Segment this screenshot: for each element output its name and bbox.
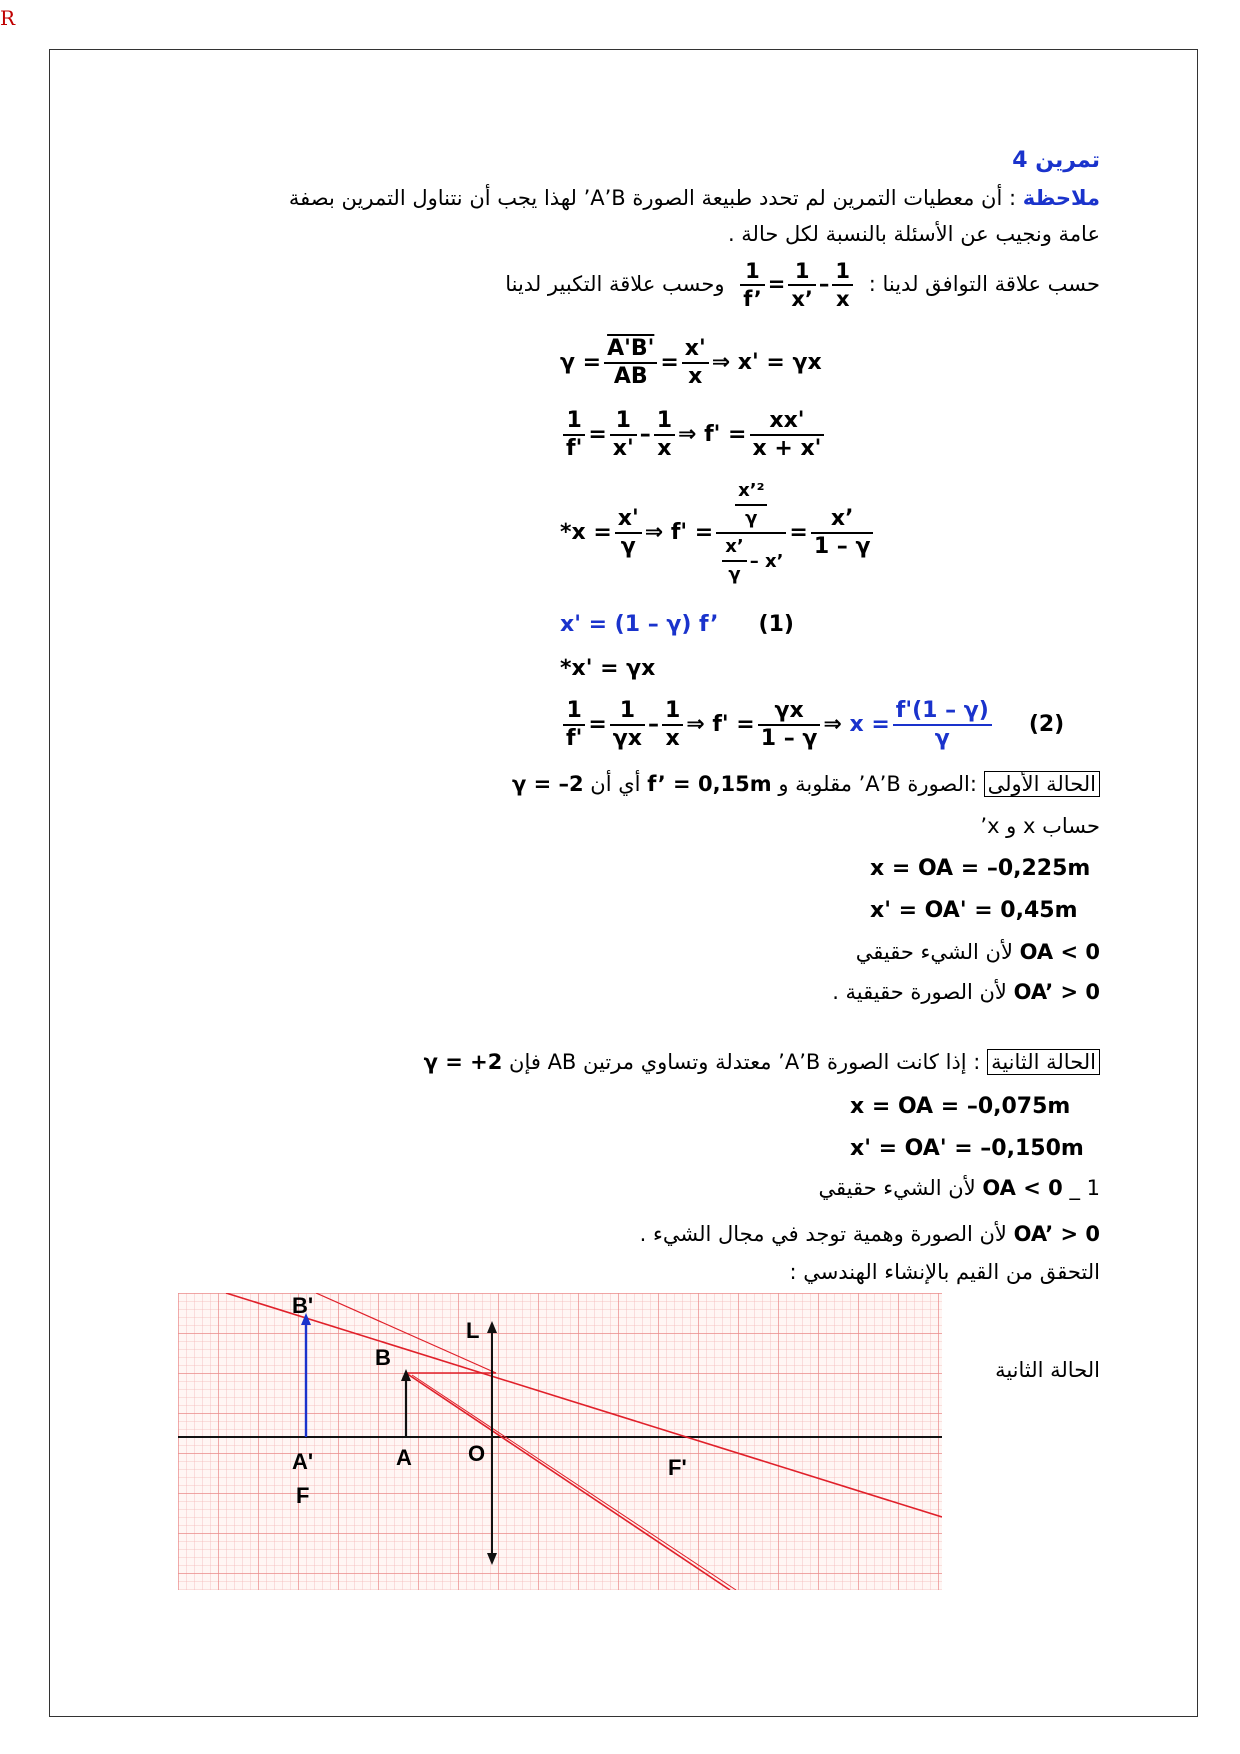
case2-xp: x' = OA' = –0,150m bbox=[850, 1136, 1084, 1161]
conjugation-before: حسب علاقة التوافق لدينا : bbox=[868, 272, 1100, 296]
case2-cond1: 1 _ OA < 0 لأن الشيء حقيقي bbox=[818, 1176, 1100, 1200]
note-text-1: : أن معطيات التمرين لم تحدد طبيعة الصورة A’B’ لهذا يجب أن نتناول التمرين بصفة bbox=[288, 186, 1023, 210]
note-line-2: عامة ونجيب عن الأسئلة بالنسبة لكل حالة . bbox=[727, 222, 1100, 246]
label-b-prime: B' bbox=[292, 1293, 314, 1318]
case1-line: الحالة الأولى :الصورة A’B’ مقلوبة و f’ = 0,15m أي أن γ = –2 bbox=[512, 772, 1100, 796]
case1-label: الحالة الأولى bbox=[984, 771, 1100, 797]
eq-f-from-gamma: *x = $\frac{x'}{\gamma}$ ⇒ f' = $\frac{\text{x’²}}{\gamma}$ $\frac{x’}{\gamma}$ – x’ = $\frac{x’}{1 - \gamma}$ bbox=[560, 478, 876, 588]
case2-x: x = OA = –0,075m bbox=[850, 1094, 1071, 1119]
optics-figure bbox=[178, 1293, 942, 1590]
eq-star-xp: *x' = γx bbox=[560, 656, 656, 681]
case1-cond1: OA < 0 لأن الشيء حقيقي bbox=[855, 940, 1100, 964]
case1-cond2: OA’ > 0 لأن الصورة حقيقية . bbox=[832, 980, 1100, 1004]
corner-mark: R bbox=[0, 6, 16, 30]
conjugation-formula: $\frac{1}{f’}$ = $\frac{1}{x’}$ – $\frac{1}{x}$ bbox=[737, 258, 856, 312]
exercise-title: تمرين 4 bbox=[1012, 148, 1100, 173]
case1-x: x = OA = –0,225m bbox=[870, 856, 1091, 881]
eq-2: $\frac{1}{f'}$ = $\frac{1}{\gamma x}$ – $\frac{1}{x}$ ⇒ f' = $\frac{\gamma x}{1 - \gamma}$ ⇒ x = $\frac{f'(1 - \gamma)}{\gamma}$ (2) bbox=[560, 698, 1064, 752]
note-label: ملاحظة bbox=[1022, 186, 1100, 210]
eq-conjugation-f: $\frac{1}{f'}$ = $\frac{1}{x'}$ – $\frac{1}{x}$ ⇒ f' = $\frac{xx'}{x + x'}$ bbox=[560, 408, 827, 462]
figure-caption: الحالة الثانية bbox=[995, 1358, 1100, 1382]
case2-cond2: OA’ > 0 لأن الصورة وهمية توجد في مجال الشيء . bbox=[639, 1222, 1100, 1246]
eq-1: x' = (1 – γ) f’ (1) bbox=[560, 612, 794, 637]
case2-verify: التحقق من القيم بالإنشاء الهندسي : bbox=[789, 1260, 1100, 1284]
label-f-prime: F' bbox=[668, 1455, 687, 1480]
eq-magnification: γ = $\frac{A'B'}{AB}$ = $\frac{x'}{x}$ ⇒ x' = γx bbox=[560, 336, 822, 389]
label-l: L bbox=[466, 1318, 480, 1343]
case2-line: الحالة الثانية : إذا كانت الصورة A’B’ معتدلة وتساوي مرتين AB فإن γ = +2 bbox=[424, 1050, 1100, 1074]
case1-xp: x' = OA' = 0,45m bbox=[870, 898, 1078, 923]
label-o: O bbox=[468, 1441, 486, 1466]
case2-label: الحالة الثانية bbox=[987, 1049, 1100, 1075]
graph-paper-grid bbox=[178, 1293, 942, 1590]
case1-calc-label: حساب x و x’ bbox=[980, 814, 1100, 838]
note-line-1 bbox=[289, 186, 1100, 210]
conjugation-after: وحسب علاقة التكبير لدينا bbox=[505, 272, 725, 296]
label-a-prime: A' bbox=[292, 1449, 314, 1474]
label-f: F bbox=[296, 1483, 310, 1508]
label-a: A bbox=[396, 1445, 412, 1470]
conjugation-line bbox=[505, 258, 1100, 312]
label-b: B bbox=[375, 1345, 391, 1370]
